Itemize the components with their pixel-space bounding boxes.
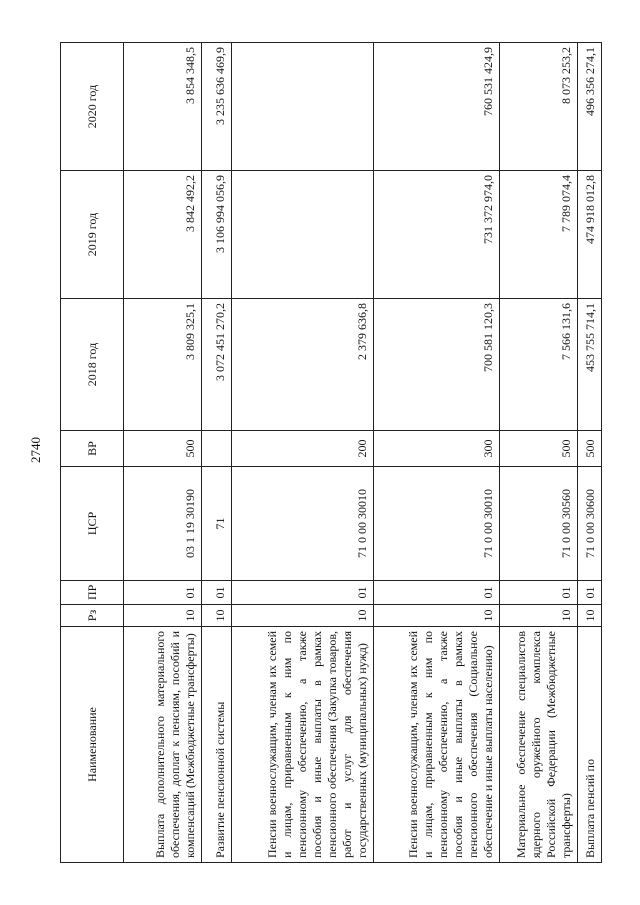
header-row <box>61 43 124 863</box>
row-name: Материальное обеспечение специалистов ядерного оружейного комплекса Российской Федерации (Межбюджетные трансферты) <box>500 627 578 863</box>
row-csr: 71 <box>202 467 232 581</box>
row-rz: 10 <box>500 605 578 627</box>
row-vr: 500 <box>124 431 202 467</box>
row-name: Выплата дополнительного материального обеспечения, доплат к пенсиям, пособий и компенсаций (Межбюджетные трансферты) <box>124 627 202 863</box>
row-2020: 496 356 274,1 <box>578 43 602 171</box>
row-rz: 10 <box>124 605 202 627</box>
table-header <box>61 43 124 863</box>
row-pr: 01 <box>202 581 232 605</box>
row-2018: 3 072 451 270,2 <box>202 299 232 431</box>
row-csr: 03 1 19 30190 <box>124 467 202 581</box>
row-vr: 300 <box>374 431 500 467</box>
row-2018: 2 379 636,8 <box>232 299 374 431</box>
column-header-pr: ПР <box>61 581 124 605</box>
row-2019: 7 789 074,4 <box>500 171 578 299</box>
row-csr: 71 0 00 30600 <box>578 467 602 581</box>
column-header-rz: Рз <box>61 605 124 627</box>
table-row <box>500 43 578 863</box>
column-header-2020: 2020 год <box>61 43 124 171</box>
page-number: 2740 <box>28 437 43 463</box>
budget-table <box>60 42 602 863</box>
table-row <box>578 43 602 863</box>
row-rz: 10 <box>578 605 602 627</box>
column-header-name: Наименование <box>61 627 124 863</box>
column-header-csr: ЦСР <box>61 467 124 581</box>
row-csr: 71 0 00 30560 <box>500 467 578 581</box>
row-rz: 10 <box>202 605 232 627</box>
table-row <box>232 43 374 863</box>
row-2020: 3 235 636 469,9 <box>202 43 232 171</box>
column-header-2018: 2018 год <box>61 299 124 431</box>
row-2019: 474 918 012,8 <box>578 171 602 299</box>
row-2020: 3 854 348,5 <box>124 43 202 171</box>
row-2018: 453 755 714,1 <box>578 299 602 431</box>
column-header-2019: 2019 год <box>61 171 124 299</box>
row-name: Выплата пенсий по <box>578 627 602 863</box>
row-vr <box>202 431 232 467</box>
row-2020: 760 531 424,9 <box>374 43 500 171</box>
row-rz: 10 <box>232 605 374 627</box>
row-vr: 200 <box>232 431 374 467</box>
row-2020: 8 073 253,2 <box>500 43 578 171</box>
table-row <box>202 43 232 863</box>
row-name: Пенсии военнослужащим, членам их семей и лицам, приравненным к ним по пенсионному обеспечению, а также пособия и иные выплаты в рамках пенсионного обеспечения (Закупка товаров, работ и услуг для обеспечения государственных (муниципальных) нужд) <box>232 627 374 863</box>
row-2019: 3 106 994 056,9 <box>202 171 232 299</box>
table-row <box>124 43 202 863</box>
row-vr: 500 <box>500 431 578 467</box>
row-2018: 3 809 325,1 <box>124 299 202 431</box>
row-pr: 01 <box>374 581 500 605</box>
row-2019: 3 842 492,2 <box>124 171 202 299</box>
table-row <box>374 43 500 863</box>
row-pr: 01 <box>124 581 202 605</box>
row-name: Пенсии военнослужащим, членам их семей и лицам, приравненным к ним по пенсионному обеспечению, а также пособия и иные выплаты в рамках пенсионного обеспечения (Социальное обеспечение и иные выплаты населению) <box>374 627 500 863</box>
row-rz: 10 <box>374 605 500 627</box>
row-2020 <box>232 43 374 171</box>
table-body <box>124 43 602 863</box>
column-header-vr: ВР <box>61 431 124 467</box>
row-2019 <box>232 171 374 299</box>
row-pr: 01 <box>578 581 602 605</box>
row-csr: 71 0 00 30010 <box>374 467 500 581</box>
row-csr: 71 0 00 30010 <box>232 467 374 581</box>
row-2019: 731 372 974,0 <box>374 171 500 299</box>
row-vr: 500 <box>578 431 602 467</box>
row-pr: 01 <box>232 581 374 605</box>
row-name: Развитие пенсионной системы <box>202 627 232 863</box>
rotated-table-container <box>60 43 597 863</box>
row-2018: 7 566 131,6 <box>500 299 578 431</box>
row-pr: 01 <box>500 581 578 605</box>
row-2018: 700 581 120,3 <box>374 299 500 431</box>
